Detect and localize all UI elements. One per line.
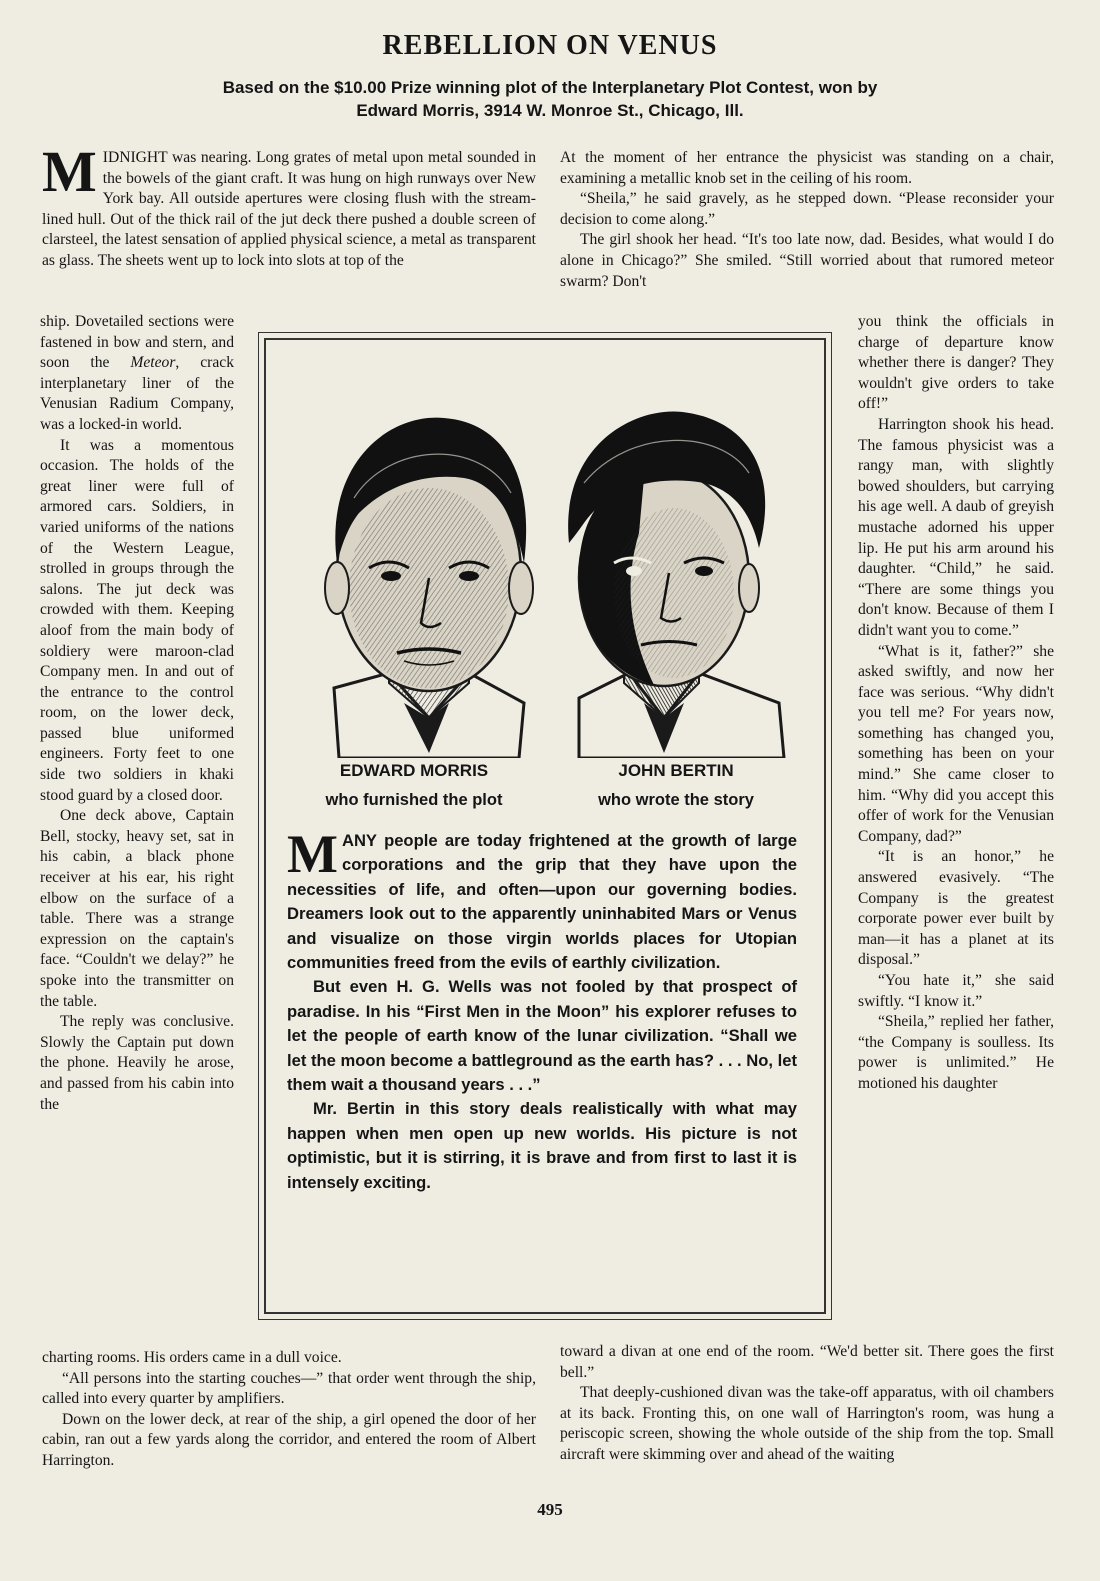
story-subtitle: [80, 76, 1020, 122]
story-right-narrow-column: [858, 312, 1054, 1095]
editorial-intro: [287, 824, 797, 1195]
story-right-paragraph-2: “Sheila,” he said gravely, as he stepped down. “Please reconsider your decision to come along.”: [560, 190, 1054, 228]
john-bertin-portrait: [568, 412, 784, 758]
story-right-paragraph-6: “It is an honor,” he answered evasively. “The Company is the greatest corporate power ever built by man—it has a planet at its disposal.”: [858, 848, 1054, 969]
story-right-paragraph-1: At the moment of her entrance the physicist was standing on a chair, examining a metallic knob set in the ceiling of his room.: [560, 149, 1054, 187]
story-left-narrow-column: [40, 312, 234, 1115]
story-right-paragraph-7: “You hate it,” she said swiftly. “I know it.”: [858, 972, 1054, 1010]
caption-left-name: EDWARD MORRIS: [339, 761, 489, 780]
story-title: REBELLION ON VENUS: [382, 30, 718, 61]
story-paragraph-5: “All persons into the starting couches—” that order went through the ship, called into every quarter by amplifiers.: [42, 1369, 536, 1408]
author-inset-box: [258, 332, 832, 1320]
intro-paragraph-3: Mr. Bertin in this story deals realistically with what may happen when men open up new worlds. His picture is not optimistic, but it is stirring, it is brave and from first to last it is intensely exciting.: [287, 1099, 797, 1192]
caption-right-role: who wrote the story: [598, 791, 754, 809]
story-right-paragraph-8: “Sheila,” replied her father, “the Company is soulless. Its power is unlimited.” He motioned his daughter: [858, 1013, 1054, 1092]
intro-drop-cap: M: [287, 824, 338, 884]
caption-right-name: JOHN BERTIN: [618, 761, 734, 780]
subtitle-line-2: Edward Morris, 3914 W. Monroe St., Chicago, Ill.: [356, 101, 744, 120]
caption-left-role: who furnished the plot: [325, 791, 503, 809]
story-paragraph-6: Down on the lower deck, at rear of the ship, a girl opened the door of her cabin, ran out a few yards along the corridor, and entered the room of Albert Harrington.: [42, 1410, 536, 1469]
intro-paragraph-1: MANY people are today frightened at the growth of large corporations and the grip that they have upon the necessities of life, and often—upon our governing bodies. Dreamers look out to the apparently uninhabited Mars or Venus and visualize on those virgin worlds places for Utopian communities freed from the evils of earthly civilization.: [287, 824, 797, 973]
story-right-top: [560, 148, 1054, 292]
story-opening: [42, 139, 536, 272]
author-portraits: [279, 373, 809, 758]
story-paragraph-1-cont: ship. Dovetailed sections were fastened in bow and stern, and soon the Meteor, crack interplanetary liner of the Venusian Radium Company, was a locked-in world.: [40, 313, 234, 433]
story-right-paragraph-3-cont: you think the officials in charge of departure know whether there is danger? They wouldn't give orders to take off!”: [858, 313, 1054, 413]
story-drop-cap: M: [42, 139, 97, 204]
story-left-bottom: [42, 1348, 536, 1472]
story-right-paragraph-5: “What is it, father?” she asked swiftly, and now her face was serious. “Why didn't you tell me? For years now, something has changed you, something has been on your mind.” She came closer to him. “Why did you accept this offer of work for the Venusian Company, dad?”: [858, 642, 1054, 845]
subtitle-line-1: Based on the $10.00 Prize winning plot of the Interplanetary Plot Contest, won by: [222, 78, 878, 97]
story-paragraph-4: The reply was conclusive. Slowly the Captain put down the phone. Heavily he arose, and passed from his cabin into the: [40, 1013, 234, 1113]
story-right-paragraph-8-end: toward a divan at one end of the room. “We'd better sit. There goes the first bell.”: [560, 1343, 1054, 1381]
edward-morris-portrait: [325, 418, 533, 758]
story-right-paragraph-3: The girl shook her head. “It's too late now, dad. Besides, what would I do alone in Chicago?” She smiled. “Still worried about that rumored meteor swarm? Don't: [560, 231, 1054, 290]
story-paragraph-3: One deck above, Captain Bell, stocky, heavy set, sat in his cabin, a black phone receiver at his ear, his right elbow on the surface of a table. There was a strange expression on the captain's face. “Couldn't we delay?” he spoke into the transmitter on the table.: [40, 807, 234, 1010]
story-paragraph-1: MIDNIGHT was nearing. Long grates of metal upon metal sounded in the bowels of the giant craft. It was hung on high runways over New York bay. All outside apertures were closing flush with the stream-lined hull. Out of the thick rail of the jut deck there pushed a double screen of clarsteel, the latest sensation of applied physical science, a metal as transparent as glass. The sheets went up to lock into slots at top of the: [42, 139, 536, 269]
page-number: 495: [537, 1500, 563, 1519]
story-paragraph-4-end: charting rooms. His orders came in a dull voice.: [42, 1349, 342, 1366]
ship-name: Meteor: [130, 354, 176, 372]
story-right-paragraph-4: Harrington shook his head. The famous physicist was a rangy man, with slightly bowed shoulders, but carrying his age well. A daub of greyish mustache adorned his upper lip. He put his arm around his daughter. “Child,” he said. “There are some things you don't know. Because of them I didn't want you to come.”: [858, 415, 1054, 639]
intro-paragraph-2: But even H. G. Wells was not fooled by that prospect of paradise. In his “First Men in the Moon” his explorer refuses to let the people of earth know of the lunar civilization. “Shall we let the moon become a battleground as the earth has? . . . No, let them wait a thousand years . . .”: [287, 977, 797, 1095]
story-right-paragraph-9: That deeply-cushioned divan was the take-off apparatus, with oil chambers at its back. Fronting this, on one wall of Harrington's room, was hung a periscopic screen, showing the whole outside of the ship from the top. Small aircraft were skimming over and ahead of the waiting: [560, 1384, 1054, 1463]
story-right-bottom: [560, 1342, 1054, 1466]
story-paragraph-2: It was a momentous occasion. The holds of the great liner were full of armored cars. Soldiers, in varied uniforms of the nations of the Western League, strolled in groups through the salons. The jut deck was crowded with them. Keeping aloof from the main body of soldiery were maroon-clad Company men. In and out of the entrance to the control room, on the lower deck, passed blue uniformed engineers. Forty feet to one side two soldiers in khaki stood guard by a closed door.: [40, 436, 234, 804]
